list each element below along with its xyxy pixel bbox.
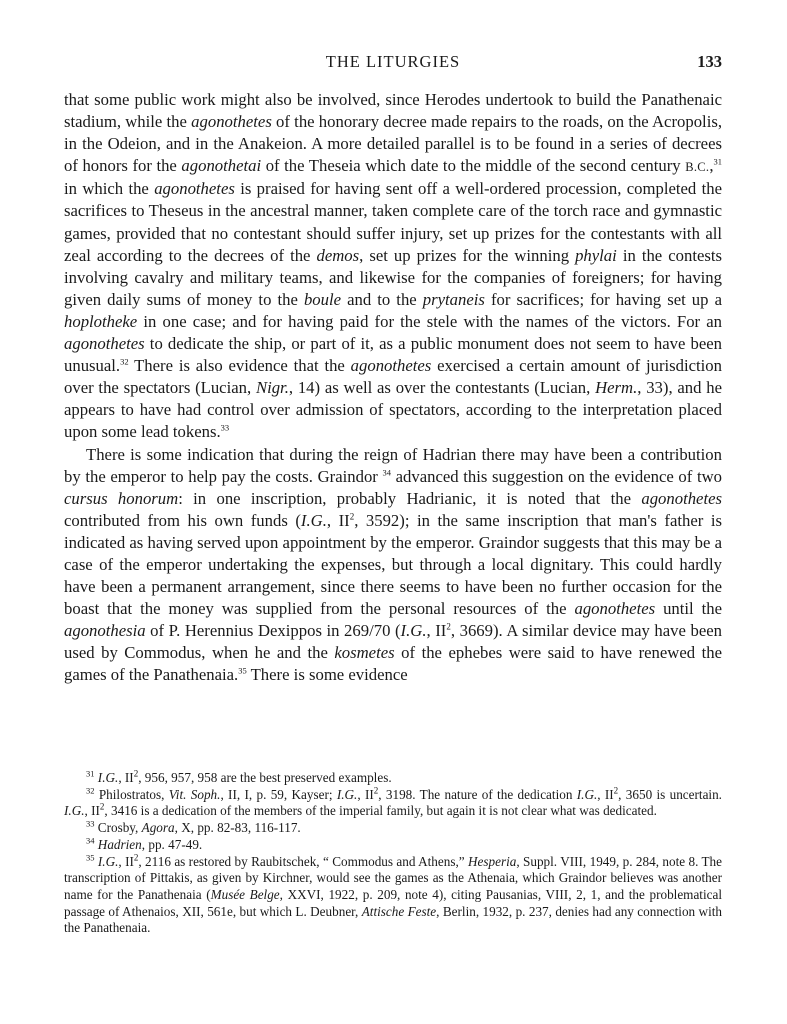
superscript: 2 xyxy=(133,852,139,863)
italic-term: Nigr. xyxy=(255,378,289,398)
footnote-number: 32 xyxy=(86,785,95,796)
text-run: , II xyxy=(326,510,350,530)
text-run: , 956, 957, 958 are the best preserved examples. xyxy=(138,770,392,785)
text-run: , II, I, p. 59, Kayser; xyxy=(220,786,337,802)
superscript: 2 xyxy=(613,785,619,796)
text-run: of P. Herennius Dexippos in 269/70 ( xyxy=(145,621,401,641)
italic-term: agonothetes xyxy=(191,112,272,132)
italic-term: demos xyxy=(316,245,360,265)
running-title: THE LITURGIES xyxy=(325,52,461,71)
italic-term: agonothetes xyxy=(641,488,722,508)
text-run: , 14) as well as over the contestants (Lucian, xyxy=(288,378,596,398)
superscript: 2 xyxy=(349,511,355,522)
footnote-ref-33[interactable]: 33 xyxy=(220,422,230,433)
text-run: , II xyxy=(84,803,100,819)
italic-term: Vit. Soph. xyxy=(168,786,221,802)
superscript: 2 xyxy=(99,802,105,813)
text-run: in one case; and for having paid for the stele with the names of the victors. For an xyxy=(137,311,722,331)
text-run: , II xyxy=(426,621,447,641)
text-run: for sacrifices; for having set up a xyxy=(484,289,722,309)
text-run: There is some evidence xyxy=(246,665,408,685)
footnote-ref-34[interactable]: 34 xyxy=(382,467,391,478)
text-run: , 3416 is a dedication of the members of the imperial family, but again it is not clear what was dedicated. xyxy=(104,803,657,819)
text-run: Crosby, xyxy=(97,820,142,836)
text-run: , II xyxy=(357,786,374,802)
text-run: , 3198. The nature of the dedication xyxy=(378,786,577,802)
italic-term: I.G. xyxy=(64,803,85,819)
footnote-32 xyxy=(64,787,722,820)
text-run: , Berlin, 1932, p. 237, denies had any connection with the Panathenaia. xyxy=(64,903,722,936)
italic-term: agonothetes xyxy=(350,356,432,376)
text-run: exercised a certain amount of jurisdiction over the spectators (Lucian, xyxy=(64,356,722,398)
footnote-34 xyxy=(64,837,722,854)
footnote-number: 34 xyxy=(86,835,95,846)
page-number: 133 xyxy=(697,52,722,71)
footnote-ref-32[interactable]: 32 xyxy=(120,356,129,367)
footnote-ref-35[interactable]: 35 xyxy=(238,665,247,676)
text-run: of the ephebes were said to have renewed the games of the Panathenaia. xyxy=(64,643,722,685)
italic-term: agonothesia xyxy=(64,621,146,641)
text-run: that some public work might also be involved, since Herodes undertook to build the Panathenaic stadium, while the xyxy=(64,90,722,132)
text-run: contributed from his own funds ( xyxy=(64,510,301,530)
italic-term: hoplotheke xyxy=(64,311,138,331)
paragraph-2 xyxy=(64,444,722,687)
italic-term: phylai xyxy=(575,245,617,265)
italic-term: I.G. xyxy=(97,770,119,785)
italic-term: I.G. xyxy=(300,510,327,530)
text-run: in which the xyxy=(64,179,155,199)
italic-term: agonothetai xyxy=(181,156,262,176)
text-run: , 2116 as restored by Raubitschek, “ Commodus and Athens,” xyxy=(138,853,468,869)
italic-term: agonothetes xyxy=(64,334,145,354)
text-run: , 3650 is uncertain. xyxy=(618,786,722,802)
text-run: , II xyxy=(118,853,134,869)
italic-term: cursus honorum xyxy=(64,488,179,508)
text-run: , Suppl. VIII, 1949, p. 284, note 8. The transcription of Pittakis, as given by Kirchner, would see the games as the Athenaia, which Graindor believes was another name for the Panathenaia ( xyxy=(64,853,723,902)
text-run: , xyxy=(709,156,714,176)
italic-term: Herm. xyxy=(595,378,638,398)
italic-term: I.G. xyxy=(97,853,119,869)
paragraph-1 xyxy=(64,89,722,444)
italic-term: Hadrien xyxy=(97,836,142,852)
text-run: , set up prizes for the winning xyxy=(359,245,576,265)
text-run: advanced this suggestion on the evidence of two xyxy=(391,466,722,486)
footnote-ref-31[interactable]: 31 xyxy=(713,156,723,167)
text-run: and to the xyxy=(341,289,423,309)
running-head xyxy=(64,52,722,76)
text-run: of the honorary decree made repairs to the roads, on the Acropolis, in the Odeion, and in the Anakeion. A more detailed parallel is to be found in a series of decrees of honors for the xyxy=(64,112,722,176)
text-run: , 3592); in the same inscription that man's father is indicated as having served upon appointment by the emperor. Graindor suggests that this may be a case of the emperor undertaking the expenses, but through a local dignitary. This could hardly have been a permanent arrangement, since there seems to have been no further occasion for the boast that the money was supplied from the personal resources of the xyxy=(64,510,722,619)
text-run: is praised for having sent off a well-ordered procession, completed the sacrifices to Theseus in the ancestral manner, taken complete care of the torch race and gymnastic games, provided that no contestant should suffer injury, set up prizes for the contestants with all zeal according to the decrees of the xyxy=(64,179,722,265)
text-run: until the xyxy=(655,599,723,619)
italic-term: I.G. xyxy=(576,786,598,802)
italic-term: agonothetes xyxy=(154,179,235,199)
text-run: to dedicate the ship, or part of it, as a public monument does not seem to have been unusual. xyxy=(64,334,722,376)
footnote-33 xyxy=(64,820,722,837)
italic-term: kosmetes xyxy=(334,643,395,663)
text-run: There is also evidence that the xyxy=(128,356,351,376)
superscript: 2 xyxy=(133,768,139,779)
superscript: 2 xyxy=(446,621,451,632)
superscript: 2 xyxy=(373,785,379,796)
footnote-number: 31 xyxy=(86,768,95,779)
italic-term: Attische Feste xyxy=(361,903,437,919)
italic-term: I.G. xyxy=(400,621,427,641)
text-run: in the contests involving cavalry and military teams, and likewise for the companies of foreigners; for having given daily sums of money to the xyxy=(64,245,722,309)
text-run: , II xyxy=(597,786,614,802)
italic-term: agonothetes xyxy=(574,599,656,619)
italic-term: Musée Belge xyxy=(210,886,280,902)
text-run: : in one inscription, probably Hadrianic, it is noted that the xyxy=(178,488,642,508)
text-run: , 33), and he appears to have had control over admission of spectators, according to the interpretation placed upon some lead tokens. xyxy=(64,378,723,442)
text-run: , 3669). A similar device may have been used by Commodus, when he and the xyxy=(64,621,722,663)
italic-term: I.G. xyxy=(336,786,358,802)
body-text xyxy=(64,89,722,687)
italic-term: prytaneis xyxy=(422,289,485,309)
text-run: Philostratos, xyxy=(98,786,169,802)
text-run: , X, pp. 82-83, 116-117. xyxy=(174,820,301,836)
footnote-31 xyxy=(64,770,722,787)
footnote-number: 35 xyxy=(86,852,95,863)
italic-term: Agora xyxy=(141,820,175,836)
text-run: , pp. 47-49. xyxy=(141,836,203,852)
text-run: There is some indication that during the reign of Hadrian there may have been a contribution by the emperor to help pay the costs. Graindor xyxy=(64,444,722,486)
text-run: , XXVI, 1922, p. 209, note 4), citing Pausanias, VIII, 2, 1, and the problematical passage of Athenaios, XII, 561e, but which L. Deubner, xyxy=(64,886,722,919)
footnote-number: 33 xyxy=(86,818,95,829)
text-run: of the Theseia which date to the middle of the second century xyxy=(261,156,686,176)
small-caps-text: B.C. xyxy=(685,160,710,175)
document-page xyxy=(64,0,722,1024)
italic-term: Hesperia xyxy=(467,853,517,869)
footnote-35 xyxy=(64,854,722,938)
text-run: , II xyxy=(118,770,134,785)
footnotes xyxy=(64,770,722,937)
italic-term: boule xyxy=(303,289,342,309)
